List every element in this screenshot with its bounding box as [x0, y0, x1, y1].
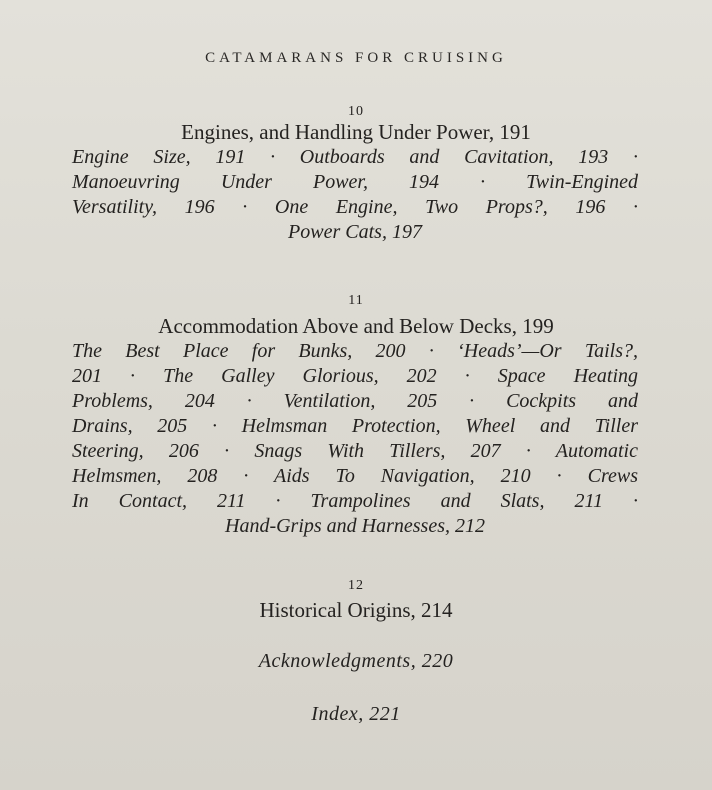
- chapter-10-title: Engines, and Handling Under Power, 191: [181, 120, 531, 144]
- entry-line: Versatility, 196 · One Engine, Two Props?, 196 ·: [72, 196, 638, 218]
- chapter-10-number: 10: [348, 104, 364, 119]
- entry-line: Drains, 205 · Helmsman Protection, Wheel and Tiller: [72, 415, 638, 437]
- entry-line: Steering, 206 · Snags With Tillers, 207 · Automatic: [72, 440, 638, 462]
- chapter-12-title: Historical Origins, 214: [259, 598, 453, 622]
- chapter-12-number: 12: [348, 578, 364, 593]
- chapter-11-entries: [72, 339, 638, 539]
- entry-line: Hand-Grips and Harnesses, 212: [225, 515, 485, 537]
- acknowledgments-entry: Acknowledgments, 220: [258, 650, 454, 672]
- entry-line: Helmsmen, 208 · Aids To Navigation, 210 · Crews: [72, 465, 638, 487]
- entry-line: 201 · The Galley Glorious, 202 · Space Heating: [72, 365, 638, 387]
- entry-line: Engine Size, 191 · Outboards and Cavitation, 193 ·: [72, 146, 638, 168]
- chapter-11-number: 11: [348, 293, 364, 308]
- entry-line: Problems, 204 · Ventilation, 205 · Cockpits and: [72, 390, 638, 412]
- index-entry: Index, 221: [311, 703, 401, 725]
- entry-line: Power Cats, 197: [288, 221, 422, 243]
- chapter-11-title: Accommodation Above and Below Decks, 199: [158, 314, 554, 338]
- chapter-10-entries: [72, 145, 638, 245]
- running-head: CATAMARANS FOR CRUISING: [205, 50, 507, 66]
- entry-line: Manoeuvring Under Power, 194 · Twin-Engined: [72, 171, 638, 193]
- entry-line: The Best Place for Bunks, 200 · ‘Heads’—Or Tails?,: [72, 340, 638, 362]
- entry-line: In Contact, 211 · Trampolines and Slats, 211 ·: [72, 490, 638, 512]
